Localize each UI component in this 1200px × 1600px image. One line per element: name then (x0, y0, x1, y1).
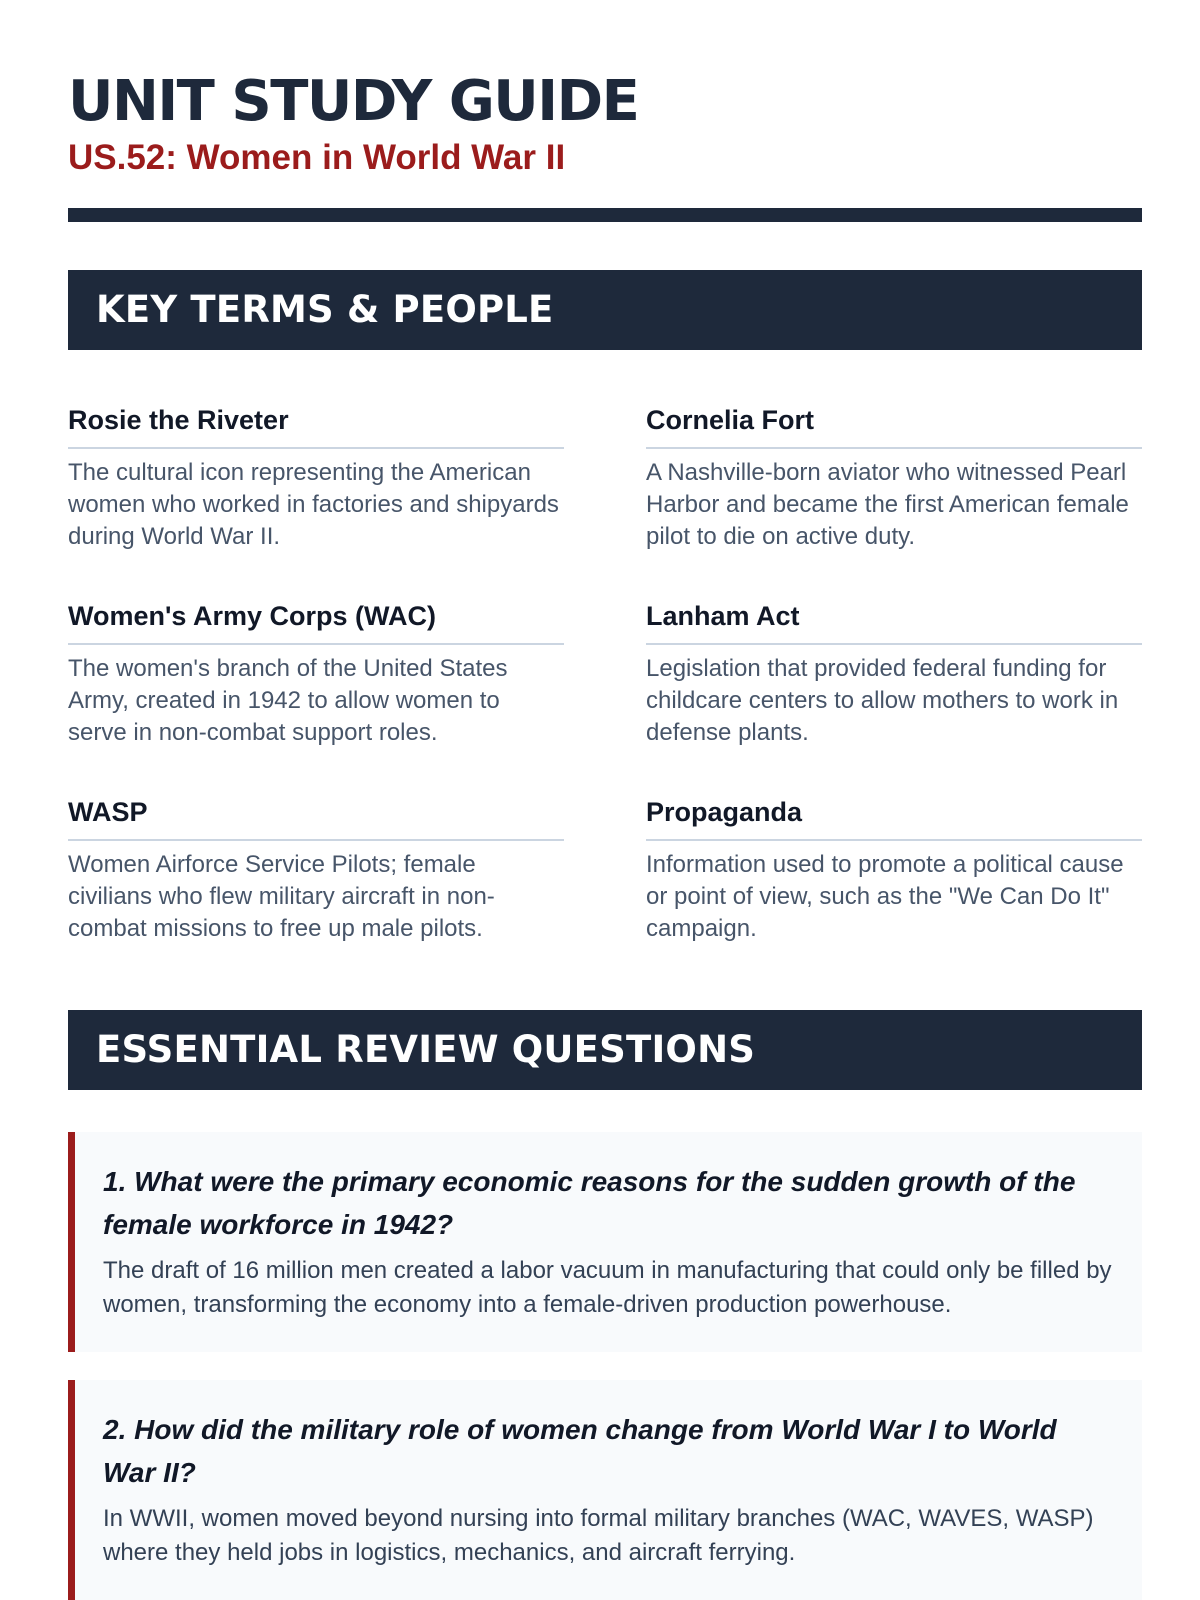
question-text: 2. How did the military role of women change from World War I to World War II? (103, 1414, 1057, 1488)
term-card (646, 596, 1142, 749)
answer-text: The draft of 16 million men created a labor vacuum in manufacturing that could only be filled by women, transforming the economy into a female-driven production powerhouse. (103, 1257, 1112, 1318)
page-title: UNIT STUDY GUIDE (68, 69, 639, 134)
term-name: Lanham Act (646, 596, 1142, 645)
term-card (68, 596, 564, 749)
answer-text: In WWII, women moved beyond nursing into formal military branches (WAC, WAVES, WASP) where they held jobs in logistics, mechanics, and aircraft ferrying. (103, 1505, 1094, 1566)
question-text: 1. What were the primary economic reasons for the sudden growth of the female workforce in 1942? (103, 1166, 1076, 1240)
term-name: Propaganda (646, 792, 1142, 841)
term-name: Women's Army Corps (WAC) (68, 596, 564, 645)
section-header-key-terms: KEY TERMS & PEOPLE (68, 270, 1142, 350)
term-definition: A Nashville-born aviator who witnessed Pearl Harbor and became the first American female pilot to die on active duty. (646, 459, 1129, 550)
term-definition: Information used to promote a political cause or point of view, such as the "We Can Do It" campaign. (646, 851, 1124, 942)
term-card (68, 792, 564, 945)
section-header-review-questions: ESSENTIAL REVIEW QUESTIONS (68, 1010, 1142, 1090)
term-card (68, 400, 564, 553)
review-question-card (68, 1380, 1142, 1600)
term-card (646, 400, 1142, 553)
term-name: Cornelia Fort (646, 400, 1142, 449)
term-definition: The cultural icon representing the American women who worked in factories and shipyards during World War II. (68, 459, 559, 550)
review-question-card (68, 1132, 1142, 1352)
term-name: WASP (68, 792, 564, 841)
term-card (646, 792, 1142, 945)
term-definition: Women Airforce Service Pilots; female civilians who flew military aircraft in non-combat missions to free up male pilots. (68, 851, 495, 942)
term-definition: Legislation that provided federal funding for childcare centers to allow mothers to work in defense plants. (646, 655, 1119, 746)
page-subtitle: US.52: Women in World War II (68, 138, 566, 177)
title-divider (68, 208, 1142, 222)
term-definition: The women's branch of the United States Army, created in 1942 to allow women to serve in non-combat support roles. (68, 655, 508, 746)
term-name: Rosie the Riveter (68, 400, 564, 449)
